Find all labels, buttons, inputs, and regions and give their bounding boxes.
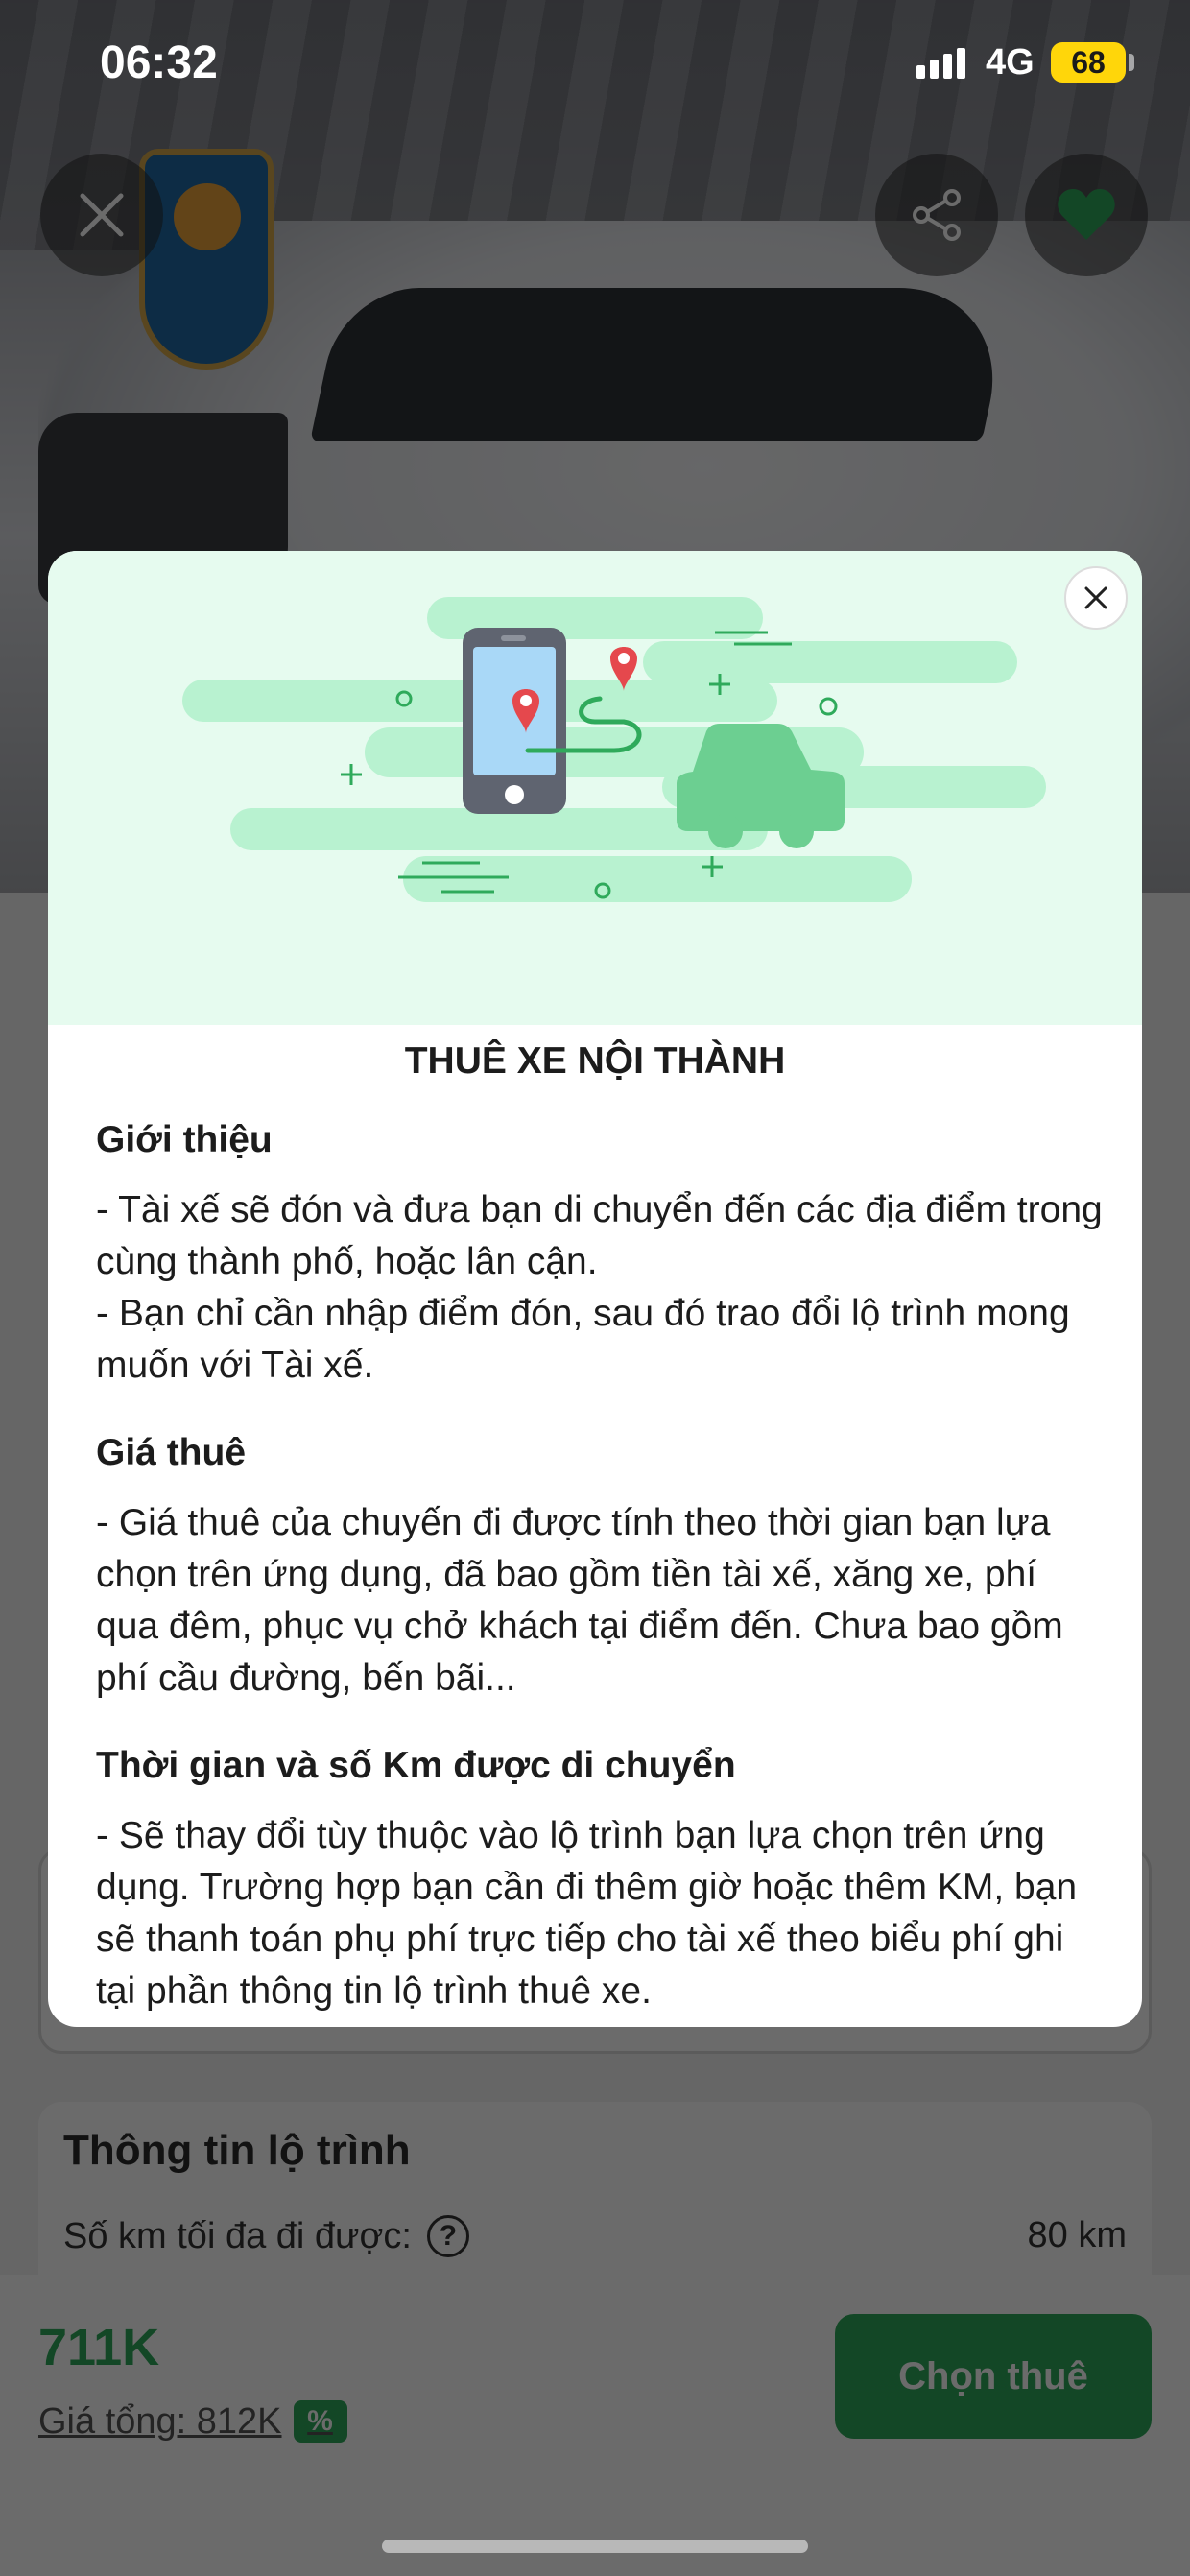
modal-body — [96, 1117, 1104, 2027]
signal-icon — [916, 48, 965, 79]
section-heading-time-distance: Thời gian và số Km được di chuyển — [96, 1745, 736, 1786]
modal-close-button[interactable] — [1064, 566, 1128, 630]
network-type: 4G — [986, 42, 1035, 83]
battery-icon: 68 — [1051, 42, 1126, 83]
status-bar — [0, 0, 1190, 130]
section-text-intro: - Tài xế sẽ đón và đưa bạn di chuyển đến các địa điểm trong cùng thành phố, hoặc lân cận. - Bạn chỉ cần nhập điểm đón, sau đó trao đổi lộ trình mong muốn với Tài xế. — [96, 1189, 1103, 1386]
section-text-time-distance: - Sẽ thay đổi tùy thuộc vào lộ trình bạn lựa chọn trên ứng dụng. Trường hợp bạn cần đi thêm giờ hoặc thêm KM, bạn sẽ thanh toán phụ phí trực tiếp cho tài xế theo biểu phí ghi tại phần thông tin lộ trình thuê xe. — [96, 1815, 1078, 2012]
close-icon — [1082, 584, 1110, 612]
section-heading-intro: Giới thiệu — [96, 1119, 273, 1160]
home-indicator[interactable] — [382, 2540, 808, 2553]
modal-title: THUÊ XE NỘI THÀNH — [404, 1040, 786, 1082]
section-text-price: - Giá thuê của chuyến đi được tính theo thời gian bạn lựa chọn trên ứng dụng, đã bao gồm tiền tài xế, xăng xe, phí qua đêm, phục vụ chở khách tại điểm đến. Chưa bao gồm phí cầu đường, bến bãi... — [96, 1502, 1063, 1699]
city-rental-illustration — [48, 551, 1142, 1025]
info-modal — [48, 551, 1142, 2027]
status-time: 06:32 — [100, 37, 218, 88]
section-heading-price: Giá thuê — [96, 1432, 247, 1473]
phone-map-car-illustration — [48, 551, 1142, 1025]
